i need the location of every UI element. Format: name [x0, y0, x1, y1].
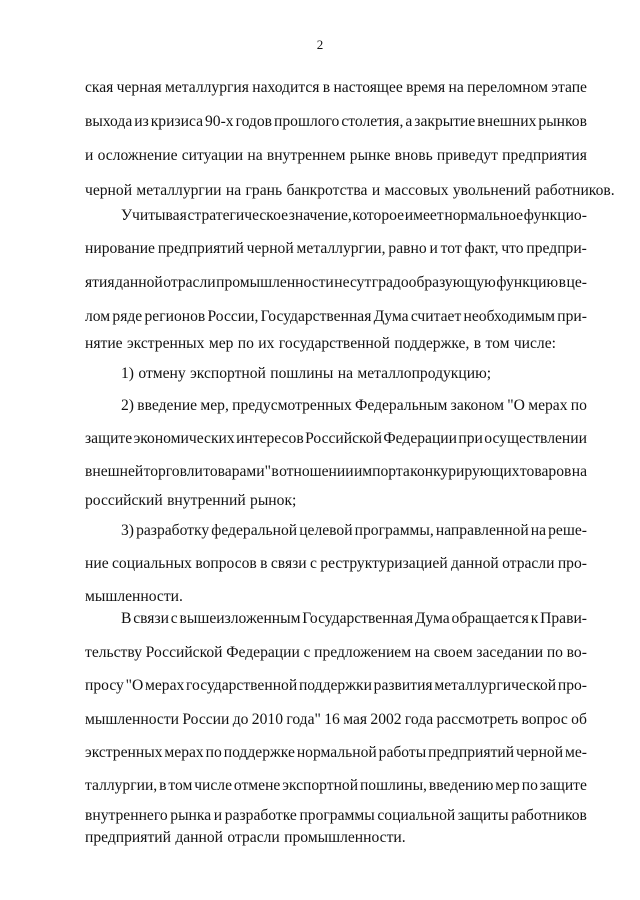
word: заседании	[476, 644, 544, 661]
word: в	[260, 555, 268, 572]
word: банкротства	[286, 182, 368, 199]
page-number: 2	[316, 37, 324, 52]
word: и	[429, 240, 438, 257]
word: связи	[133, 610, 169, 627]
word: на	[571, 463, 587, 480]
word: предложением	[314, 644, 412, 661]
text-line	[121, 611, 587, 626]
word: направленной	[435, 522, 529, 539]
word: Федерации	[226, 644, 300, 661]
word: кризиса	[150, 113, 203, 130]
word: данной	[451, 555, 499, 572]
word: том	[485, 335, 510, 352]
word: мерах	[144, 677, 185, 694]
word: из	[134, 113, 149, 130]
word: вышеизложенным	[179, 610, 301, 627]
word: мая	[343, 711, 368, 728]
word: Государственная	[260, 308, 372, 325]
text-line	[85, 182, 615, 199]
word: предприятия	[502, 147, 587, 164]
word: внутренний	[167, 492, 246, 509]
word: данной	[175, 829, 224, 846]
word: законом	[450, 397, 505, 414]
word: тот	[440, 240, 462, 257]
word: черная	[116, 79, 162, 96]
word: в	[271, 463, 279, 480]
word: предусмотренных	[232, 397, 352, 414]
word: предпри-	[526, 240, 587, 257]
word: экономических	[133, 430, 235, 447]
word: с	[170, 610, 178, 627]
word: 3)	[121, 522, 134, 539]
word: прошлого	[274, 113, 340, 130]
word: целевой	[299, 522, 353, 539]
word: внешних	[477, 113, 537, 130]
text-line	[121, 208, 587, 223]
word: в	[322, 79, 331, 96]
word: вновь	[394, 147, 433, 164]
word: экспортной	[190, 365, 266, 382]
word: государственной	[278, 335, 390, 352]
word: социальных	[111, 555, 192, 572]
word: градообразующую	[371, 274, 496, 291]
word: про-	[557, 555, 587, 572]
word: на	[530, 522, 547, 539]
word: ме-	[565, 744, 587, 761]
text-line	[85, 645, 587, 660]
word: реше-	[548, 522, 587, 539]
text-line	[85, 830, 587, 845]
word: имеет	[404, 207, 444, 224]
text-line	[85, 808, 587, 823]
word: выхода	[85, 113, 133, 130]
word: нормальной	[296, 744, 377, 761]
word: этапе	[551, 79, 587, 96]
word: равно	[388, 240, 427, 257]
text-line	[85, 678, 587, 693]
word: во-	[566, 644, 587, 661]
text-line	[121, 366, 495, 381]
word: несут	[334, 274, 372, 291]
word: с	[310, 555, 317, 572]
word: необходимым	[463, 308, 555, 325]
word: рассмотреть	[436, 711, 519, 728]
word: ская	[85, 79, 114, 96]
word: "О	[507, 397, 525, 414]
word: Дума	[414, 610, 450, 627]
word: российский	[85, 492, 163, 509]
word: считает	[410, 308, 462, 325]
word: металлопродукцию;	[357, 365, 492, 382]
word: ряде	[112, 308, 143, 325]
word: разработку	[136, 522, 210, 539]
word: предприятий	[85, 829, 171, 846]
word: черной	[516, 744, 564, 761]
word: Российской	[145, 644, 223, 661]
word: рынков	[538, 113, 587, 130]
word: массовых	[384, 182, 449, 199]
text-line	[85, 114, 587, 129]
word: их	[258, 335, 275, 352]
word: года	[404, 711, 434, 728]
word: мерах	[164, 744, 204, 761]
word: до	[232, 711, 249, 728]
word: пошлины,	[359, 777, 427, 794]
word: 2010	[251, 711, 283, 728]
word: вопрос	[521, 711, 568, 728]
word: отрасли	[163, 274, 216, 291]
word: черной	[85, 182, 133, 199]
word: связи	[270, 555, 307, 572]
word: Федеральным	[355, 397, 448, 414]
word: на	[225, 182, 242, 199]
word: нирование	[85, 240, 155, 257]
word: интересов	[236, 430, 304, 447]
word: просу	[85, 677, 124, 694]
word: внутреннего	[85, 807, 168, 824]
text-line	[85, 148, 587, 163]
word: Дума	[373, 308, 409, 325]
word: про-	[557, 677, 587, 694]
word: экстренных	[126, 335, 205, 352]
text-line	[85, 493, 587, 508]
text-line	[85, 556, 587, 571]
word: мерах	[528, 397, 568, 414]
word: внутреннем	[266, 147, 346, 164]
word: своем	[433, 644, 473, 661]
word: мер	[495, 777, 520, 794]
word: товарами"	[203, 463, 272, 480]
word: числе:	[513, 335, 556, 352]
word: в	[159, 777, 167, 794]
word: функцио-	[523, 207, 587, 224]
word: при-	[557, 308, 587, 325]
word: вопросов	[195, 555, 257, 572]
word: промышленности	[216, 274, 334, 291]
word: развития	[373, 677, 433, 694]
word: что	[501, 240, 524, 257]
word: 2002	[370, 711, 402, 728]
word: поддержки	[298, 677, 372, 694]
word: стратегическое	[187, 207, 288, 224]
word: на	[247, 147, 263, 164]
word: рынка	[170, 807, 212, 824]
word: поддержке	[223, 744, 295, 761]
word: мер	[208, 335, 234, 352]
word: столетия,	[341, 113, 404, 130]
word: факт,	[464, 240, 499, 257]
word: экспортной	[282, 777, 359, 794]
word: отмене	[233, 777, 281, 794]
word: при	[458, 430, 483, 447]
word: черной	[246, 240, 294, 257]
word: нормальное	[444, 207, 524, 224]
word: а	[405, 113, 413, 130]
word: числе	[194, 777, 233, 794]
word: 16	[324, 711, 340, 728]
word: рынок;	[250, 492, 297, 509]
word: 1)	[121, 365, 134, 382]
word: защите	[85, 430, 133, 447]
word: Российской	[305, 430, 382, 447]
word: увольнений	[452, 182, 531, 199]
word: с	[303, 644, 311, 661]
word: мышленности	[85, 711, 180, 728]
word: программы	[299, 807, 375, 824]
word: конкурирующих	[410, 463, 520, 480]
word: Учитывая	[121, 207, 187, 224]
word: нятие	[85, 335, 123, 352]
word: мер,	[200, 397, 229, 414]
word: настоящее	[333, 79, 403, 96]
word: в	[558, 274, 567, 291]
word: В	[121, 610, 132, 627]
word: России,	[207, 308, 259, 325]
word: Федерации	[383, 430, 457, 447]
word: которое	[352, 207, 405, 224]
word: по	[570, 397, 587, 414]
text-line	[85, 745, 587, 760]
word: металлургия	[164, 79, 249, 96]
word: промышленности.	[284, 829, 406, 846]
word: металлургической	[434, 677, 557, 694]
word: федеральной	[211, 522, 298, 539]
word: России	[182, 711, 230, 728]
word: на	[337, 365, 354, 382]
word: поддержке,	[394, 335, 470, 352]
word: закрытие	[414, 113, 476, 130]
word: предприятий	[428, 744, 515, 761]
word: отмену	[138, 365, 186, 382]
word: защиты	[457, 807, 509, 824]
word: товаров	[519, 463, 572, 480]
text-line	[85, 712, 587, 727]
word: приведут	[436, 147, 498, 164]
text-line	[121, 523, 587, 538]
word: Прави-	[540, 610, 587, 627]
word: социальной	[377, 807, 456, 824]
word: разработке	[224, 807, 297, 824]
word: осложнение	[97, 147, 178, 164]
word: металлургии,	[296, 240, 386, 257]
text-line	[85, 275, 587, 290]
word: и	[371, 182, 381, 199]
word: и	[213, 807, 223, 824]
word: введению	[428, 777, 494, 794]
text-line	[85, 241, 587, 256]
text-line	[85, 778, 587, 793]
word: це-	[566, 274, 587, 291]
word: время	[406, 79, 446, 96]
word: пошлины	[270, 365, 334, 382]
word: об	[571, 711, 587, 728]
word: регионов	[144, 308, 206, 325]
word: введение	[137, 397, 198, 414]
text-line	[85, 464, 587, 479]
word: года"	[286, 711, 321, 728]
word: ятия	[85, 274, 115, 291]
word: и	[85, 147, 94, 164]
word: грань	[245, 182, 283, 199]
word: том	[168, 777, 193, 794]
word: Государственная	[302, 610, 414, 627]
text-line	[85, 431, 587, 446]
word: тельству	[85, 644, 142, 661]
word: таллургии,	[85, 777, 158, 794]
word: находится	[252, 79, 320, 96]
word: лом	[85, 308, 111, 325]
text-line	[121, 398, 587, 413]
text-line	[85, 80, 587, 95]
word: обращается	[451, 610, 529, 627]
word: по	[546, 644, 563, 661]
word: реструктуризацией	[320, 555, 448, 572]
word: внешней	[85, 463, 144, 480]
text-line	[85, 589, 587, 604]
word: значение,	[288, 207, 352, 224]
word: 90-х	[204, 113, 234, 130]
word: данной	[115, 274, 163, 291]
word: отрасли	[227, 829, 280, 846]
text-line	[85, 336, 587, 351]
word: осуществлении	[484, 430, 587, 447]
word: 2)	[121, 397, 134, 414]
text-line	[85, 309, 587, 324]
word: отрасли	[502, 555, 555, 572]
word: экстренных	[85, 744, 163, 761]
word: мышленности.	[85, 588, 183, 605]
word: отношении	[279, 463, 354, 480]
word: импорта	[353, 463, 410, 480]
word: в	[473, 335, 482, 352]
word: переломном	[467, 79, 548, 96]
word: по	[521, 777, 538, 794]
word: ситуации	[181, 147, 244, 164]
word: работников.	[535, 182, 615, 199]
word: по	[237, 335, 254, 352]
word: металлургии	[136, 182, 222, 199]
word: рынке	[349, 147, 391, 164]
word: программы,	[354, 522, 434, 539]
word: по	[205, 744, 222, 761]
word: функцию	[496, 274, 559, 291]
word: "О	[125, 677, 144, 694]
word: на	[448, 79, 464, 96]
word: торговли	[143, 463, 203, 480]
word: государственной	[186, 677, 298, 694]
word: на	[414, 644, 431, 661]
word: к	[530, 610, 539, 627]
word: защите	[539, 777, 587, 794]
word: годов	[235, 113, 273, 130]
word: ние	[85, 555, 109, 572]
word: работников	[511, 807, 587, 824]
word: работы	[378, 744, 427, 761]
word: предприятий	[157, 240, 244, 257]
